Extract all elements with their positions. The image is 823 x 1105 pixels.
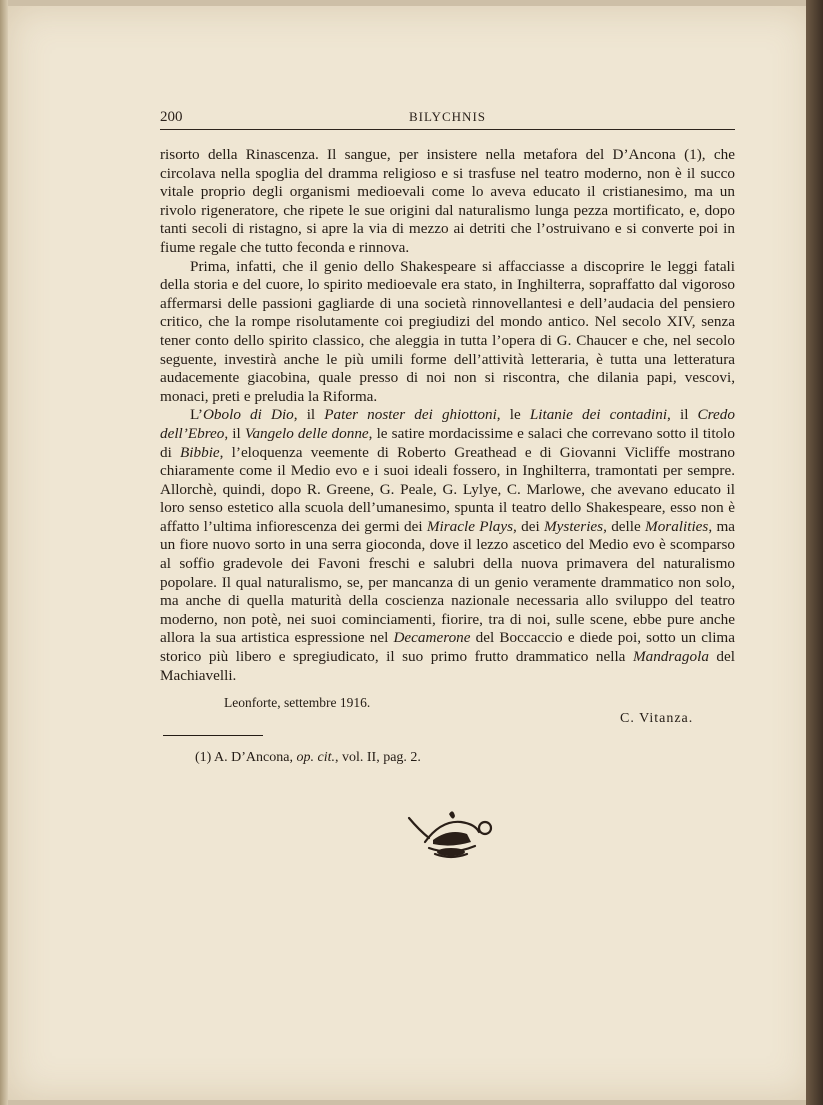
text-span: , delle: [603, 517, 646, 535]
text-span: , l’eloquenza veemente di Roberto Greathead e di Giovanni Vicliffe mostrano chiaramente come il Medio evo e i suoi ideali fossero, in Inghilterra, tramontati per sempre. Allorchè, quindi, dopo R. Greene, G. Peale, G. Lylye, C. Marlowe, che avevano educato il loro senso estetico alla scuola dell’umanesimo, spunta il teatro dello Shakespeare, esso non è affatto l’ultima infiorescenza dei germi dei: [160, 443, 735, 535]
italic-title: Credo dell’Ebreo: [160, 406, 735, 442]
italic-title: Decamerone: [393, 629, 471, 647]
text-span: del Machiavelli.: [160, 648, 735, 684]
text-span: , dei: [513, 517, 545, 535]
footnote-text: , vol. II, pag. 2.: [334, 750, 421, 765]
italic-title: Mandragola: [632, 648, 709, 666]
text-span: , il: [224, 424, 245, 442]
paragraph-1: risorto della Rinascenza. Il sangue, per insistere nella metafora del D’Ancona (1), che circolava nella spoglia del dramma religioso e si trasfuse nel teatro moderno, non è il succo vitale proprio degli organismi medioevali come lo aveva educato il cristianesimo, ma un rivolo rigeneratore, che ripete le sue origini dal naturalismo lunga pezza mortificato, e, dopo tanti secoli di ristagno, si apre la via di mezzo ai detriti che l’ostruivano e si converte poi in fiume regale che tutto feconda e rinnova.: [160, 146, 735, 256]
page-number: 200: [160, 109, 183, 125]
italic-title: Miracle Plays: [426, 517, 514, 535]
italic-title: Litanie dei contadini: [529, 406, 668, 424]
italic-title: Mysteries: [544, 517, 604, 535]
oil-lamp-icon: [405, 808, 497, 860]
paragraph-2: Prima, infatti, che il genio dello Shakespeare si affacciasse a discoprire le leggi fatali della storia e del cuore, lo spirito medioevale era stato, in Inghilterra, sopraffatto dal vigoroso affermarsi delle passioni gagliarde di una società rinnovellantesi e dell’audacia del pensiero critico, che la rompe risolutamente coi pregiudizi del mondo antico. Nel secolo XIV, senza tener conto dello spirito classico, che aleggia in tutta l’opera di G. Chaucer e che, nel secolo seguente, investirà anche le più umili forme dell’attività letteraria, è tutta una letteratura audacemente giacobina, quale presso di noi non si riscontra, che dilania papi, vescovi, monaci, preti e preludia la Riforma.: [160, 257, 735, 405]
author-signature: C. Vitanza.: [620, 711, 694, 726]
paragraph-3: [160, 406, 735, 685]
italic-title: Obolo di Dio: [202, 406, 294, 424]
footnote-rule: [163, 735, 263, 736]
text-span: , le: [496, 406, 530, 424]
text-span: , il: [293, 406, 325, 424]
italic-title: Vangelo delle donne: [244, 424, 369, 442]
book-spine-edge: [806, 0, 823, 1105]
place-date: Leonforte, settembre 1916.: [224, 695, 371, 710]
text-span: , ma un fiore nuovo sorto in una serra gioconda, dove il lezzo ascetico del Medio evo è scomparso al soffio gradevole dei Favoni freschi e salubri della nuova primavera del naturalismo popolare. Il qual naturalismo, se, per mancanza di un genio veramente drammatico non solo, ma anche di quella maturità della coscienza nazionale necessaria allo sviluppo del teatro moderno, non potè, nei suoi cominciamenti, fiorire, tra di noi, sulle scene, ebbe pure anche allora la sua artistica espressione nel: [160, 517, 736, 647]
footnote-text: (1) A. D’Ancona,: [195, 750, 297, 765]
italic-title: Moralities: [645, 517, 709, 535]
page-header: [160, 107, 735, 130]
text-span: del Boccaccio e diede poi, sotto un clima storico più libero e spregiudicato, il suo primo frutto drammatico nella: [160, 629, 735, 666]
footnote: [195, 750, 421, 766]
text-span: , il: [667, 406, 698, 424]
footnote-ref: op. cit.: [296, 750, 335, 765]
page-left-edge: [0, 0, 8, 1105]
article-body: [160, 146, 735, 685]
running-title: BILYCHNIS: [408, 109, 487, 124]
italic-title: Pater noster dei ghiottoni: [324, 406, 497, 424]
text-span: L’: [190, 406, 203, 424]
text-span: , le satire mordacissime e salaci che correvano sotto il titolo di: [160, 424, 735, 461]
italic-title: Bibbie: [180, 443, 220, 461]
